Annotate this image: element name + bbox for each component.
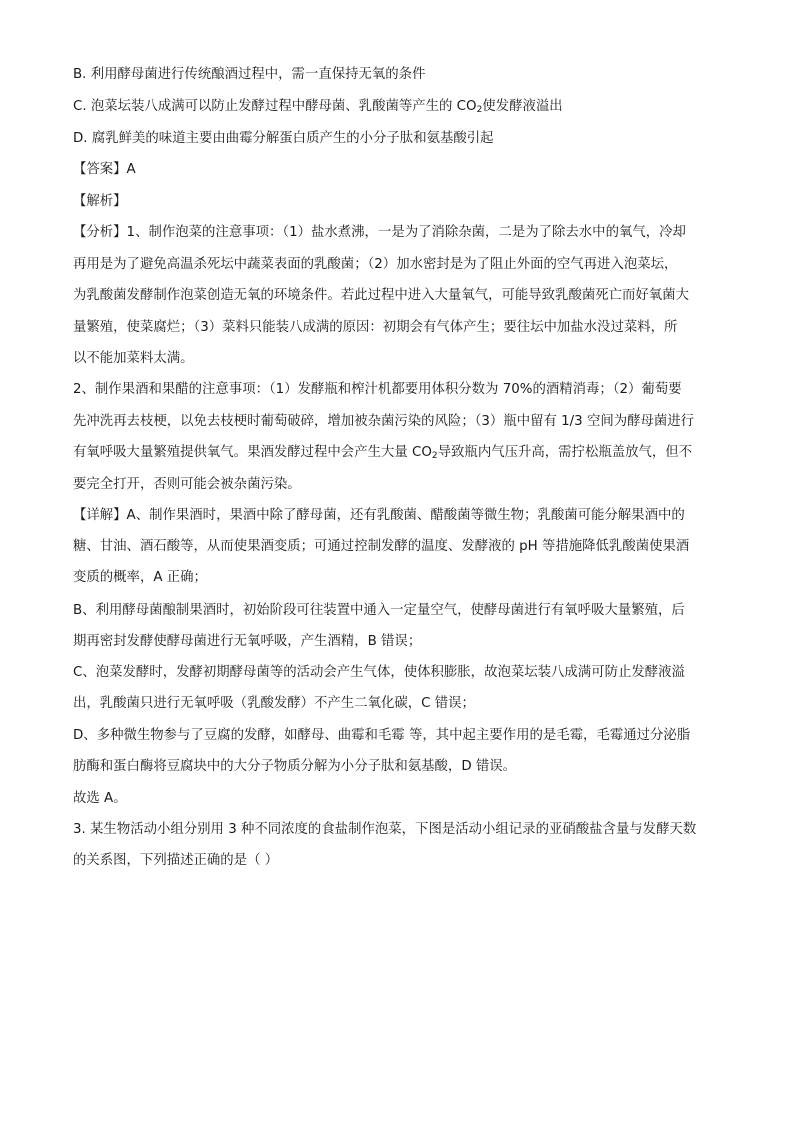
detail-line: 糖、甘油、酒石酸等，从而使果酒变质；可通过控制发酵的温度、发酵液的 pH 等措施降低乳酸菌使果酒: [73, 539, 690, 554]
fruit-wine-subscript: 2: [431, 451, 438, 461]
question-3-line: 3. 某生物活动小组分别用 3 种不同浓度的食盐制作泡菜，下图是活动小组记录的亚硝酸盐含量与发酵天数: [73, 822, 697, 837]
analysis-line: 量繁殖，使菜腐烂；（3）菜料只能装八成满的原因：初期会有气体产生；要往坛中加盐水没过菜料，所: [73, 320, 678, 335]
fruit-wine-line: [73, 443, 733, 463]
fruit-wine-line: 先冲洗再去枝梗，以免去枝梗时葡萄破碎，增加被杂菌污染的风险；（3）瓶中留有 1/3 空间为酵母菌进行: [73, 414, 695, 429]
analysis-heading: 【解析】: [73, 194, 127, 209]
detail-line: 期再密封发酵使酵母菌进行无氧呼吸，产生酒精，B 错误；: [73, 634, 422, 649]
option-b: B. 利用酵母菌进行传统酿酒过程中，需一直保持无氧的条件: [73, 67, 426, 82]
analysis-line: 为乳酸菌发酵制作泡菜创造无氧的环境条件。若此过程中进入大量氧气，可能导致乳酸菌死亡而好氧菌大: [73, 288, 689, 303]
option-c-text: C. 泡菜坛装八成满可以防止发酵过程中酵母菌、乳酸菌等产生的 CO: [73, 99, 477, 114]
detail-line: 肪酶和蛋白酶将豆腐块中的大分子物质分解为小分子肽和氨基酸，D 错误。: [73, 759, 517, 774]
fruit-wine-text-end: 导致瓶内气压升高，需拧松瓶盖放气，但不: [437, 445, 693, 460]
analysis-line: 再用是为了避免高温杀死坛中蔬菜表面的乳酸菌；（2）加水密封是为了阻止外面的空气再进入泡菜坛，: [73, 257, 678, 272]
fruit-wine-line: 2、制作果酒和果醋的注意事项：（1）发酵瓶和榨汁机都要用体积分数为 70%的酒精消毒；（2）葡萄要: [73, 382, 682, 397]
option-d: D. 腐乳鲜美的味道主要由曲霉分解蛋白质产生的小分子肽和氨基酸引起: [73, 131, 494, 146]
fruit-wine-line: 要完全打开，否则可能会被杂菌污染。: [73, 477, 301, 492]
option-c: [73, 97, 733, 117]
analysis-line: 以不能加菜料太满。: [73, 351, 194, 366]
option-c-subscript: 2: [476, 105, 483, 115]
option-c-text-end: 使发酵液溢出: [482, 99, 563, 114]
detail-line: 故选 A。: [73, 791, 127, 806]
analysis-line: 【分析】1、制作泡菜的注意事项：（1）盐水煮沸，一是为了消除杂菌，二是为了除去水中的氧气，冷却: [73, 225, 686, 240]
question-3-line: 的关系图，下列描述正确的是（ ）: [73, 853, 279, 868]
detail-line: 【详解】A、制作果酒时，果酒中除了酵母菌，还有乳酸菌、醋酸菌等微生物；乳酸菌可能分解果酒中的: [73, 508, 685, 523]
detail-line: 出，乳酸菌只进行无氧呼吸（乳酸发酵）不产生二氧化碳，C 错误；: [73, 696, 475, 711]
detail-line: 变质的概率，A 正确；: [73, 570, 207, 585]
detail-line: B、利用酵母菌酿制果酒时，初始阶段可往装置中通入一定量空气，使酵母菌进行有氧呼吸大量繁殖，后: [73, 603, 685, 618]
detail-line: D、多种微生物参与了豆腐的发酵，如酵母、曲霉和毛霉 等，其中起主要作用的是毛霉，毛霉通过分泌脂: [73, 728, 691, 743]
fruit-wine-text: 有氧呼吸大量繁殖提供氧气。果酒发酵过程中会产生大量 CO: [73, 445, 432, 460]
answer-line: 【答案】A: [73, 162, 136, 177]
detail-line: C、泡菜发酵时，发酵初期酵母菌等的活动会产生气体，使体积膨胀，故泡菜坛装八成满可防止发酵液溢: [73, 665, 685, 680]
